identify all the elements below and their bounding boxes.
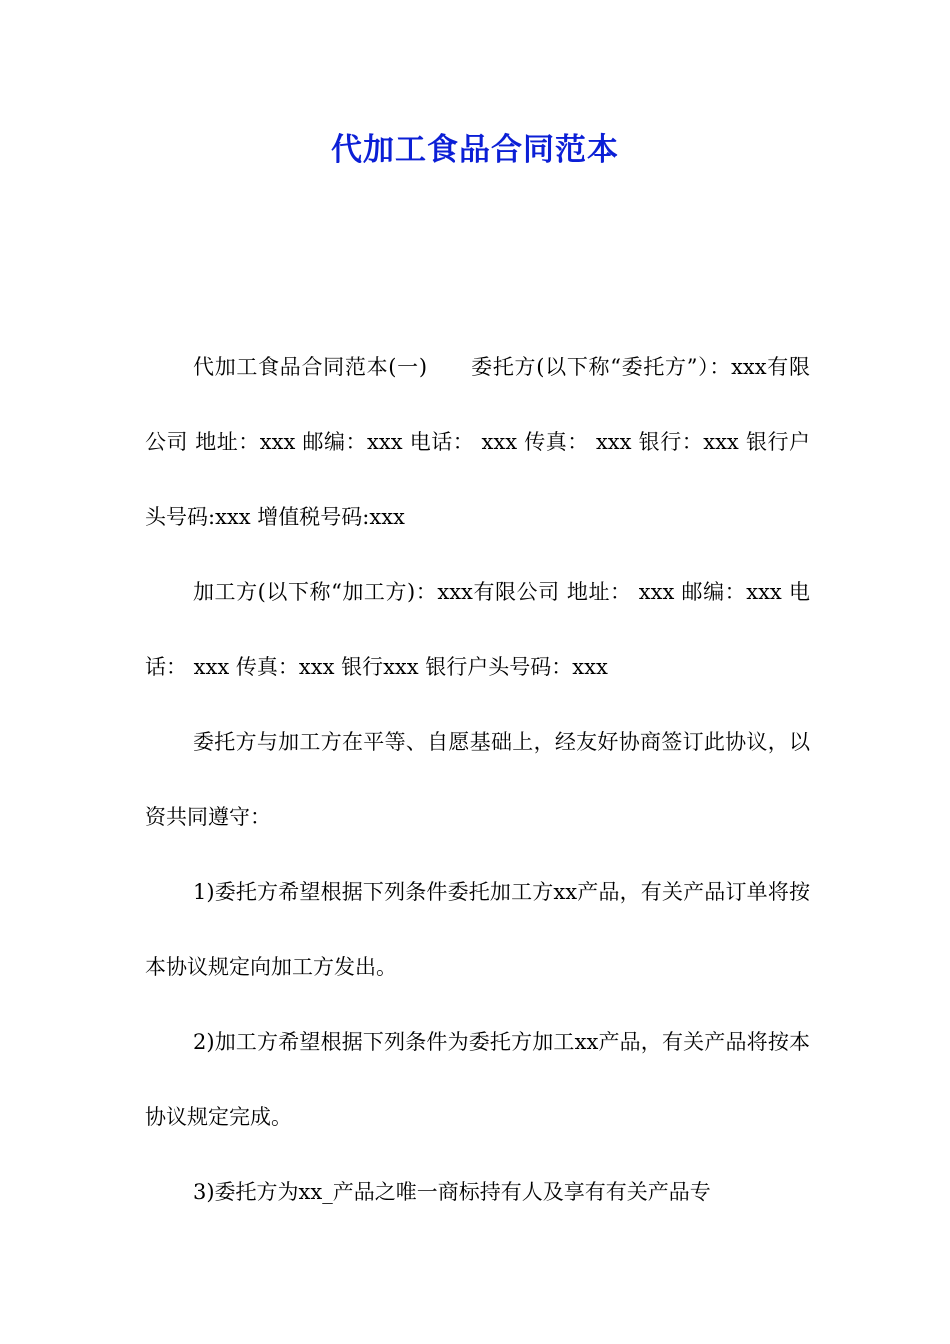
paragraph-agreement-intro: 委托方与加工方在平等、自愿基础上，经友好协商签订此协议，以资共同遵守： xyxy=(145,730,810,829)
paragraph-parties-client: 代加工食品合同范本(一) 委托方(以下称“委托方”）：xxx有限公司 地址：xxx 邮编：xxx 电话： xxx 传真： xxx 银行：xxx 银行户头号码:xxx 增值税号码:xxx xyxy=(145,355,810,529)
paragraph-clause-1: 1)委托方希望根据下列条件委托加工方xx产品，有关产品订单将按本协议规定向加工方发出。 xyxy=(145,880,810,979)
contract-body xyxy=(145,330,810,1230)
paragraph-clause-3: 3)委托方为xx_产品之唯一商标持有人及享有有关产品专 xyxy=(193,1180,711,1204)
document-title: 代加工食品合同范本 xyxy=(331,132,619,168)
paragraph-clause-2: 2)加工方希望根据下列条件为委托方加工xx产品，有关产品将按本协议规定完成。 xyxy=(145,1030,810,1129)
paragraph-parties-processor: 加工方(以下称“加工方)：xxx有限公司 地址： xxx 邮编：xxx 电话： xxx 传真：xxx 银行xxx 银行户头号码：xxx xyxy=(145,580,810,679)
